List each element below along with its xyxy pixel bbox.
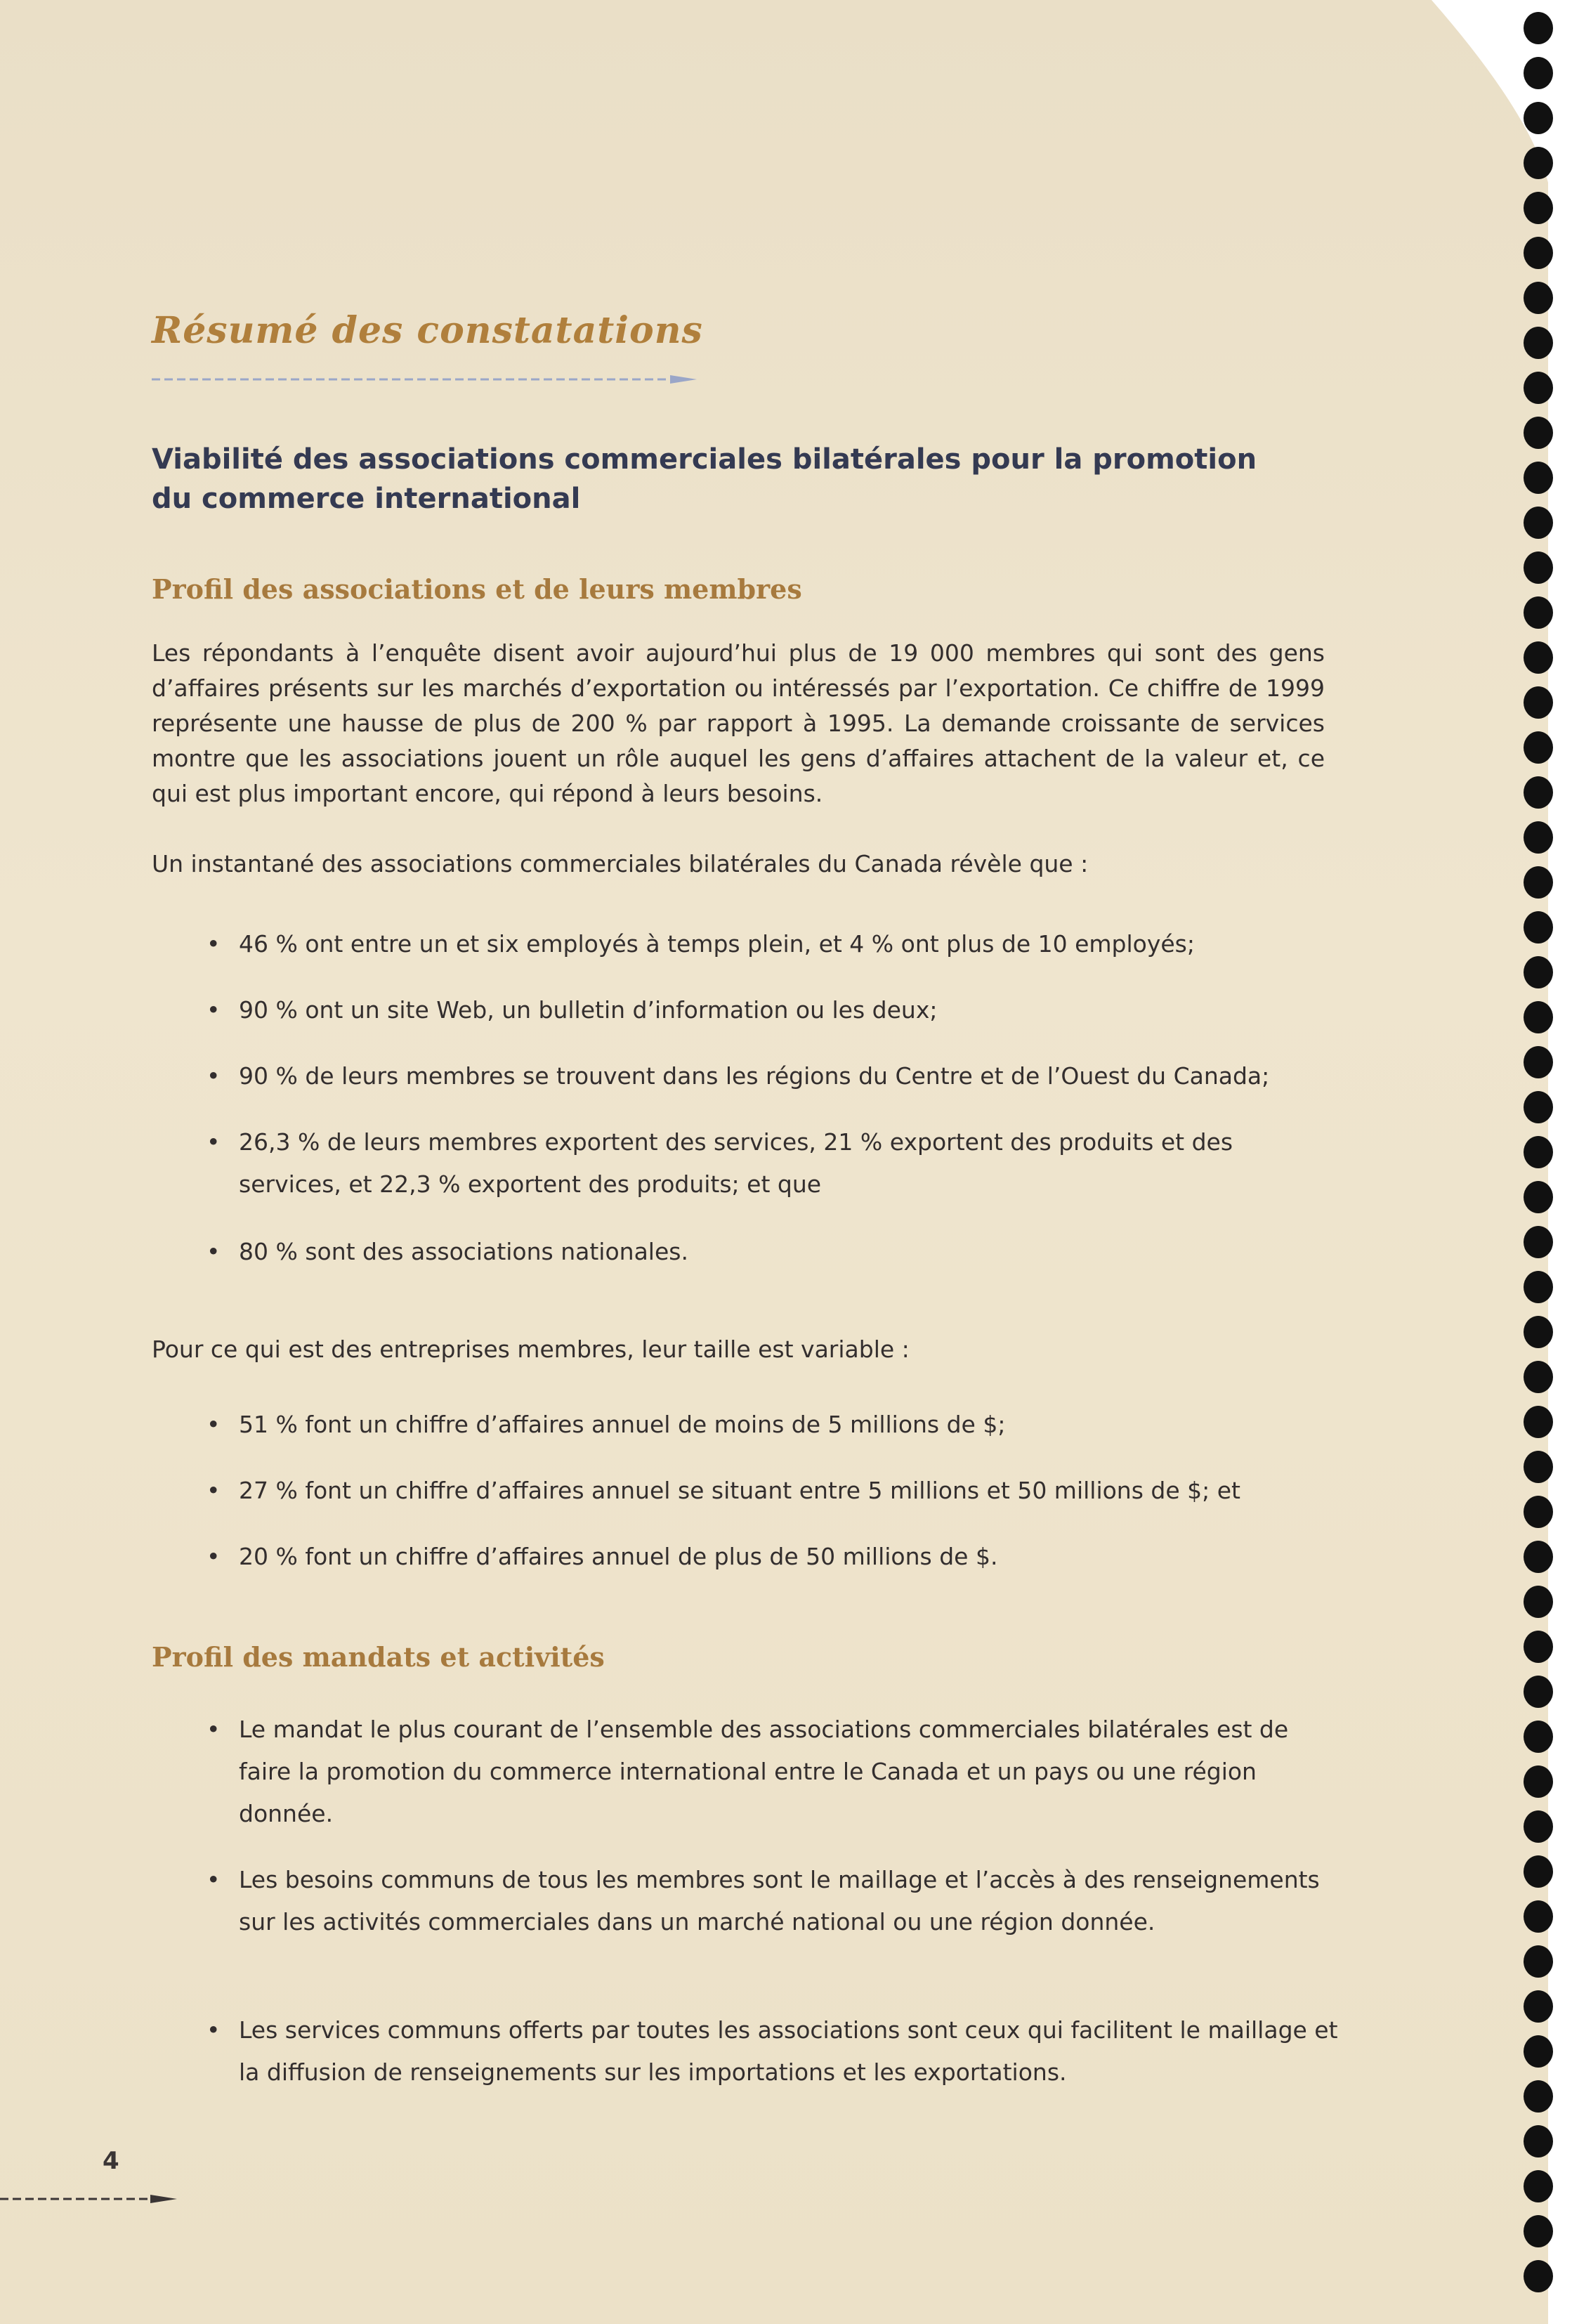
- list-item-text: Les services communs offerts par toutes les associations sont ceux qui facilitent le maillage et la diffusion de renseignements sur les importations et les exportations.: [239, 2016, 1338, 2086]
- spiral-binding-edge: [1389, 0, 1572, 2324]
- list-item: [207, 1121, 1342, 1206]
- list-item: [207, 923, 1342, 965]
- binding-hole: [1524, 102, 1553, 134]
- list-item: [207, 1536, 1342, 1578]
- binding-hole: [1524, 1945, 1553, 1978]
- binding-hole: [1524, 147, 1553, 179]
- binding-hole: [1524, 731, 1553, 764]
- list-item: [207, 1859, 1342, 1943]
- bullet-dot-icon: •: [207, 930, 221, 958]
- binding-hole: [1524, 1046, 1553, 1078]
- binding-hole: [1524, 1855, 1553, 1888]
- binding-hole: [1524, 192, 1553, 224]
- list-item: [207, 1404, 1342, 1446]
- list-item-text: 27 % font un chiffre d’affaires annuel se situant entre 5 millions et 50 millions de $; et: [239, 1477, 1240, 1504]
- list-item: [207, 989, 1342, 1031]
- list-item-text: 51 % font un chiffre d’affaires annuel de moins de 5 millions de $;: [239, 1411, 1006, 1438]
- list-item: [207, 1231, 1342, 1273]
- binding-hole: [1524, 776, 1553, 809]
- bullet-dot-icon: •: [207, 2016, 221, 2044]
- page-number: 4: [103, 2147, 119, 2175]
- title-dashed-arrow: [152, 372, 700, 386]
- binding-hole: [1524, 1271, 1553, 1303]
- list-item-text: 20 % font un chiffre d’affaires annuel de plus de 50 millions de $.: [239, 1543, 998, 1570]
- binding-hole: [1524, 1900, 1553, 1933]
- binding-hole: [1524, 462, 1553, 494]
- document-subtitle: Viabilité des associations commerciales bilatérales pour la promotion du commerce international: [152, 443, 1257, 515]
- list-item-text: 26,3 % de leurs membres exportent des services, 21 % exportent des produits et des services, et 22,3 % exportent des produits; et que: [239, 1128, 1233, 1198]
- binding-hole: [1524, 1631, 1553, 1663]
- binding-hole: [1524, 1181, 1553, 1213]
- paragraph-snapshot-intro: Un instantané des associations commerciales bilatérales du Canada révèle que :: [152, 850, 1089, 877]
- bullet-dot-icon: •: [207, 1866, 221, 1893]
- paragraph-company-size-intro: Pour ce qui est des entreprises membres, leur taille est variable :: [152, 1336, 910, 1363]
- list-item-text: 46 % ont entre un et six employés à temps plein, et 4 % ont plus de 10 employés;: [239, 930, 1195, 958]
- binding-hole: [1524, 57, 1553, 89]
- binding-hole: [1524, 12, 1553, 44]
- binding-hole: [1524, 1721, 1553, 1753]
- footer-dashed-arrow: [0, 2192, 183, 2206]
- binding-hole: [1524, 1496, 1553, 1528]
- binding-hole: [1524, 1765, 1553, 1798]
- binding-hole: [1524, 2125, 1553, 2157]
- binding-hole: [1524, 1091, 1553, 1123]
- bullet-dot-icon: •: [207, 1477, 221, 1504]
- binding-hole: [1524, 372, 1553, 404]
- binding-holes: [1524, 12, 1553, 2292]
- bullet-dot-icon: •: [207, 1543, 221, 1570]
- section-title-associations: Profil des associations et de leurs membres: [152, 573, 802, 605]
- list-item: [207, 1055, 1342, 1097]
- binding-hole: [1524, 282, 1553, 314]
- list-item: [207, 2009, 1342, 2094]
- binding-hole: [1524, 1810, 1553, 1843]
- paragraph-members: Les répondants à l’enquête disent avoir aujourd’hui plus de 19 000 membres qui sont des gens d’affaires présents sur les marchés d’exportation ou intéressés par l’exportation. Ce chiffre de 1999 représente une hausse de plus de 200 % par rapport à 1995. La demande croissante de services montre que les associations jouent un rôle auquel les gens d’affaires attachent de la valeur et, ce qui est plus important encore, qui répond à leurs besoins.: [152, 639, 1325, 807]
- binding-hole: [1524, 237, 1553, 269]
- binding-hole: [1524, 1361, 1553, 1393]
- bullet-dot-icon: •: [207, 1716, 221, 1743]
- binding-hole: [1524, 911, 1553, 944]
- list-item-text: Les besoins communs de tous les membres sont le maillage et l’accès à des renseignements sur les activités commerciales dans un marché national ou une région donnée.: [239, 1866, 1320, 1935]
- page-title: Résumé des constatations: [152, 309, 703, 352]
- bullet-dot-icon: •: [207, 1062, 221, 1090]
- binding-hole: [1524, 327, 1553, 359]
- binding-hole: [1524, 596, 1553, 629]
- binding-hole: [1524, 551, 1553, 584]
- binding-hole: [1524, 507, 1553, 539]
- section-title-mandates: Profil des mandats et activités: [152, 1641, 605, 1673]
- binding-hole: [1524, 1136, 1553, 1168]
- bullet-dot-icon: •: [207, 1128, 221, 1156]
- list-item-text: 80 % sont des associations nationales.: [239, 1238, 688, 1265]
- binding-hole: [1524, 2215, 1553, 2247]
- binding-hole: [1524, 1316, 1553, 1348]
- binding-hole: [1524, 2170, 1553, 2202]
- binding-hole: [1524, 2035, 1553, 2068]
- binding-hole: [1524, 956, 1553, 988]
- binding-hole: [1524, 417, 1553, 449]
- binding-hole: [1524, 1451, 1553, 1483]
- binding-hole: [1524, 641, 1553, 674]
- list-item-text: 90 % ont un site Web, un bulletin d’information ou les deux;: [239, 996, 938, 1024]
- binding-hole: [1524, 686, 1553, 719]
- bullet-dot-icon: •: [207, 996, 221, 1024]
- binding-hole: [1524, 1676, 1553, 1708]
- binding-hole: [1524, 2260, 1553, 2292]
- binding-hole: [1524, 2080, 1553, 2113]
- binding-hole: [1524, 1406, 1553, 1438]
- binding-hole: [1524, 1001, 1553, 1033]
- list-item: [207, 1709, 1342, 1835]
- list-item-text: Le mandat le plus courant de l’ensemble des associations commerciales bilatérales est de faire la promotion du commerce international entre le Canada et un pays ou une région donnée.: [239, 1716, 1289, 1827]
- binding-hole: [1524, 1586, 1553, 1618]
- bullet-dot-icon: •: [207, 1238, 221, 1265]
- binding-hole: [1524, 1541, 1553, 1573]
- binding-hole: [1524, 866, 1553, 899]
- list-item-text: 90 % de leurs membres se trouvent dans les régions du Centre et de l’Ouest du Canada;: [239, 1062, 1270, 1090]
- binding-hole: [1524, 821, 1553, 854]
- binding-hole: [1524, 1990, 1553, 2023]
- binding-hole: [1524, 1226, 1553, 1258]
- list-item: [207, 1470, 1342, 1512]
- bullet-dot-icon: •: [207, 1411, 221, 1438]
